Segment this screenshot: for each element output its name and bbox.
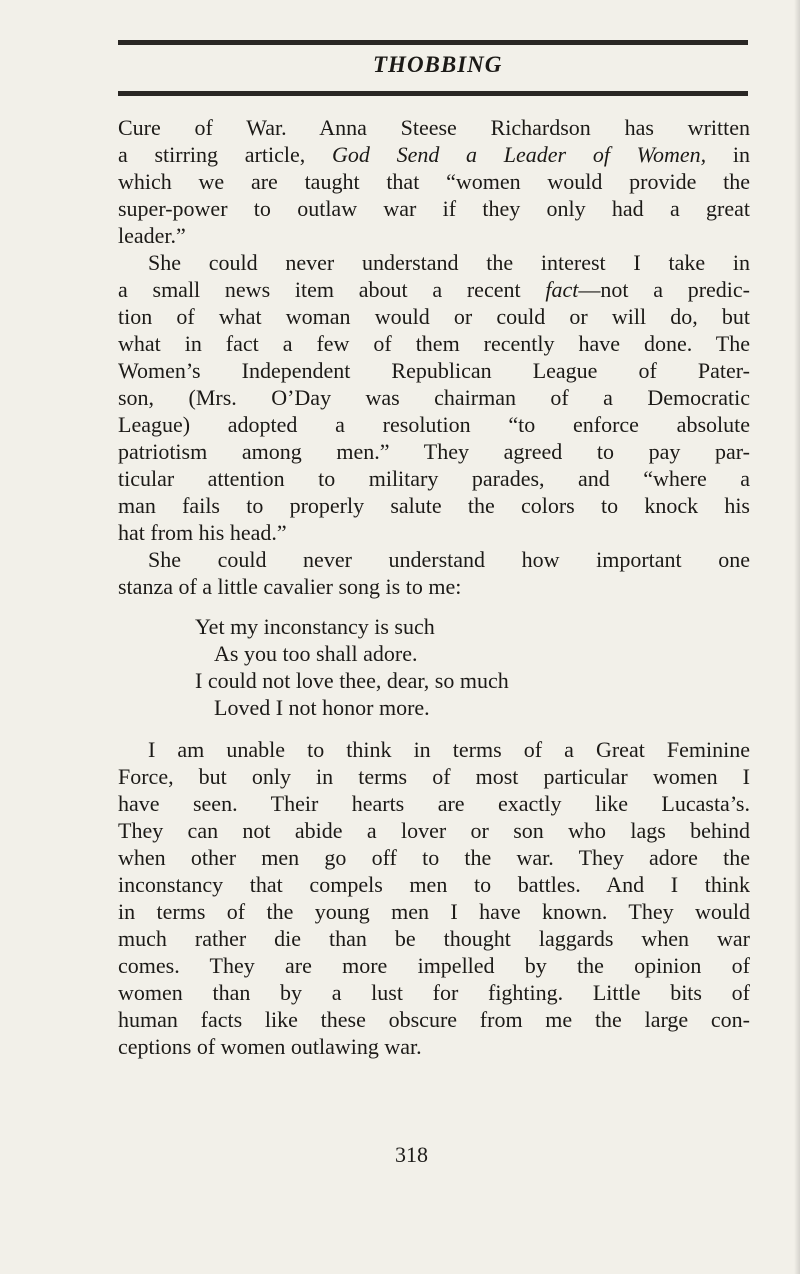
text-line: Force, but only in terms of most particular women I — [118, 764, 750, 789]
text-line: patriotism among men.” They agreed to pay par- — [118, 439, 750, 464]
text-line: She could never understand the interest I take in — [148, 250, 750, 275]
text-line: son, (Mrs. O’Day was chairman of a Democratic — [118, 385, 750, 410]
text-line: comes. They are more impelled by the opinion of — [118, 953, 750, 978]
text-line: human facts like these obscure from me the large con- — [118, 1007, 750, 1032]
text-line: They can not abide a lover or son who lags behind — [118, 818, 750, 843]
text-line: women than by a lust for fighting. Little bits of — [118, 980, 750, 1005]
paragraph-1 — [118, 114, 750, 249]
article-title: God Send a Leader of Women, — [331, 142, 707, 167]
running-head-title: THOBBING — [373, 52, 503, 77]
text-line: in terms of the young men I have known. They would — [118, 899, 750, 924]
text-line: ticular attention to military parades, and “where a — [118, 466, 750, 491]
running-head — [118, 48, 748, 92]
page-edge-shadow — [794, 0, 800, 1274]
header-rule-bottom — [118, 91, 748, 96]
text-line: a small news item about a recent fact—not a predic- — [118, 277, 751, 302]
poem-line: Yet my inconstancy is such — [195, 614, 435, 639]
text-line: tion of what woman would or could or will do, but — [118, 304, 750, 329]
text-line: inconstancy that compels men to battles. And I think — [118, 872, 750, 897]
text-line: Women’s Independent Republican League of Pater- — [118, 358, 750, 383]
text-line: super-power to outlaw war if they only had a great — [118, 196, 750, 221]
text-line: have seen. Their hearts are exactly like Lucasta’s. — [118, 791, 750, 816]
poem-line: As you too shall adore. — [214, 641, 418, 666]
text-line: I am unable to think in terms of a Great Feminine — [148, 737, 750, 762]
text-line: hat from his head.” — [118, 520, 287, 545]
text-line: Cure of War. Anna Steese Richardson has written — [118, 115, 750, 140]
text-line: League) adopted a resolution “to enforce absolute — [118, 412, 750, 437]
paragraph-4 — [118, 736, 750, 1060]
text-line: She could never understand how important one — [148, 547, 750, 572]
header-rule-top — [118, 40, 748, 45]
poem-line: Loved I not honor more. — [214, 695, 430, 720]
poem-line: I could not love thee, dear, so much — [195, 668, 509, 693]
emphasis-fact: fact — [545, 277, 579, 302]
text-line: which we are taught that “women would provide the — [118, 169, 750, 194]
body-text — [118, 114, 750, 1060]
text-line: leader.” — [118, 223, 186, 248]
text-line: ceptions of women outlawing war. — [118, 1034, 422, 1059]
text-line: a stirring article, God Send a Leader of Women, in — [118, 142, 750, 167]
paragraph-2 — [118, 249, 750, 546]
poem-stanza — [118, 613, 750, 721]
page-number: 318 — [395, 1142, 428, 1167]
text-line: much rather die than be thought laggards when war — [118, 926, 750, 951]
text-line: stanza of a little cavalier song is to me: — [118, 574, 462, 599]
text-line: what in fact a few of them recently have done. The — [118, 331, 750, 356]
text-line: when other men go off to the war. They adore the — [118, 845, 750, 870]
text-line: man fails to properly salute the colors to knock his — [118, 493, 750, 518]
paragraph-3 — [118, 546, 750, 600]
